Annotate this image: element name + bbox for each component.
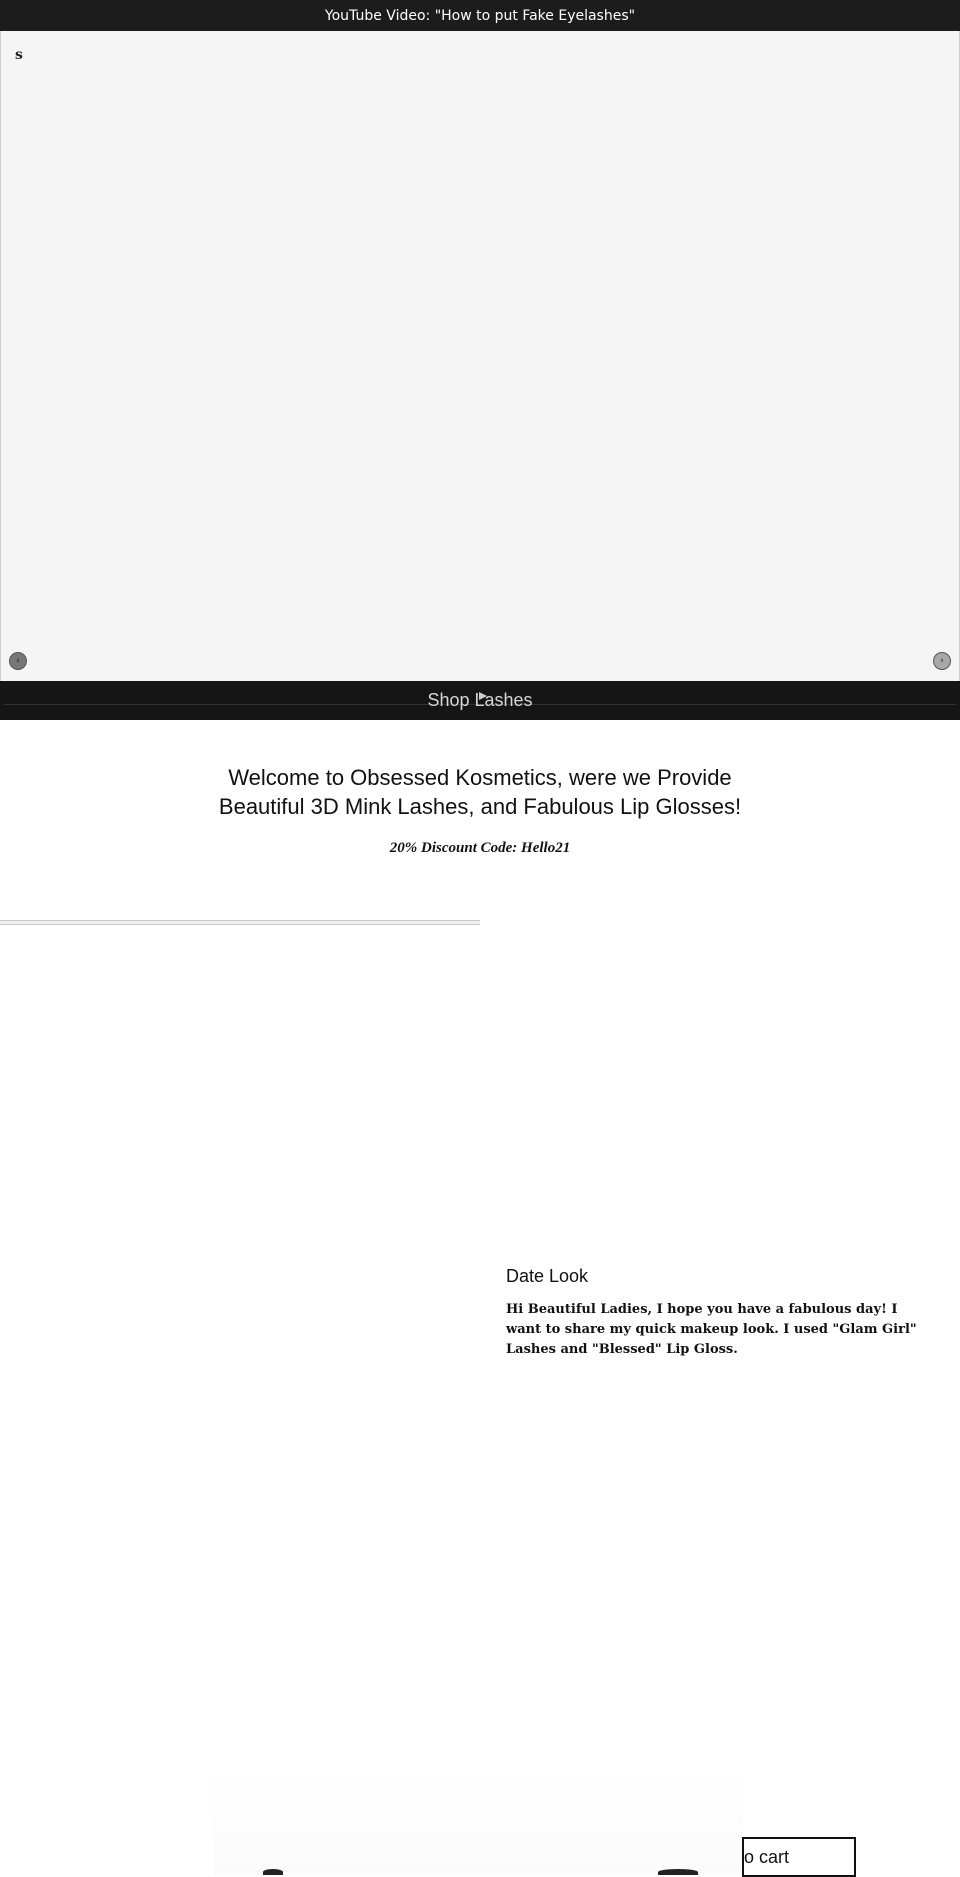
- welcome-line-2: Beautiful 3D Mink Lashes, and Fabulous Lip Glosses!: [218, 794, 742, 819]
- shop-lashes-bar[interactable]: [0, 681, 960, 720]
- section-divider: [0, 920, 480, 925]
- welcome-line-1: Welcome to Obsessed Kosmetics, were we Provide: [228, 765, 732, 790]
- blog-post-title[interactable]: Date Look: [506, 1266, 589, 1286]
- chevron-right-icon[interactable]: ›: [933, 652, 951, 670]
- product-image[interactable]: [213, 1770, 743, 1875]
- lash-shape-left: [263, 1869, 283, 1875]
- hero-slideshow: [0, 31, 960, 682]
- add-to-cart-label: o cart: [744, 1846, 790, 1867]
- slide-mark: s: [15, 47, 23, 63]
- lash-shape-right: [658, 1869, 698, 1875]
- discount-code: 20% Discount Code: Hello21: [389, 840, 571, 856]
- welcome-heading: [180, 763, 780, 821]
- chevron-left-icon[interactable]: ‹: [9, 652, 27, 670]
- shop-lashes-button[interactable]: Shop Lashes: [427, 690, 533, 710]
- add-to-cart-button[interactable]: [742, 1837, 856, 1877]
- play-icon[interactable]: [479, 692, 487, 700]
- announcement-bar[interactable]: [0, 0, 960, 31]
- announcement-text[interactable]: YouTube Video: "How to put Fake Eyelashes": [324, 7, 636, 24]
- blog-post-excerpt: Hi Beautiful Ladies, I hope you have a fabulous day! I want to share my quick makeup look. I used "Glam Girl" Lashes and "Blessed" Lip Gloss.: [506, 1302, 917, 1357]
